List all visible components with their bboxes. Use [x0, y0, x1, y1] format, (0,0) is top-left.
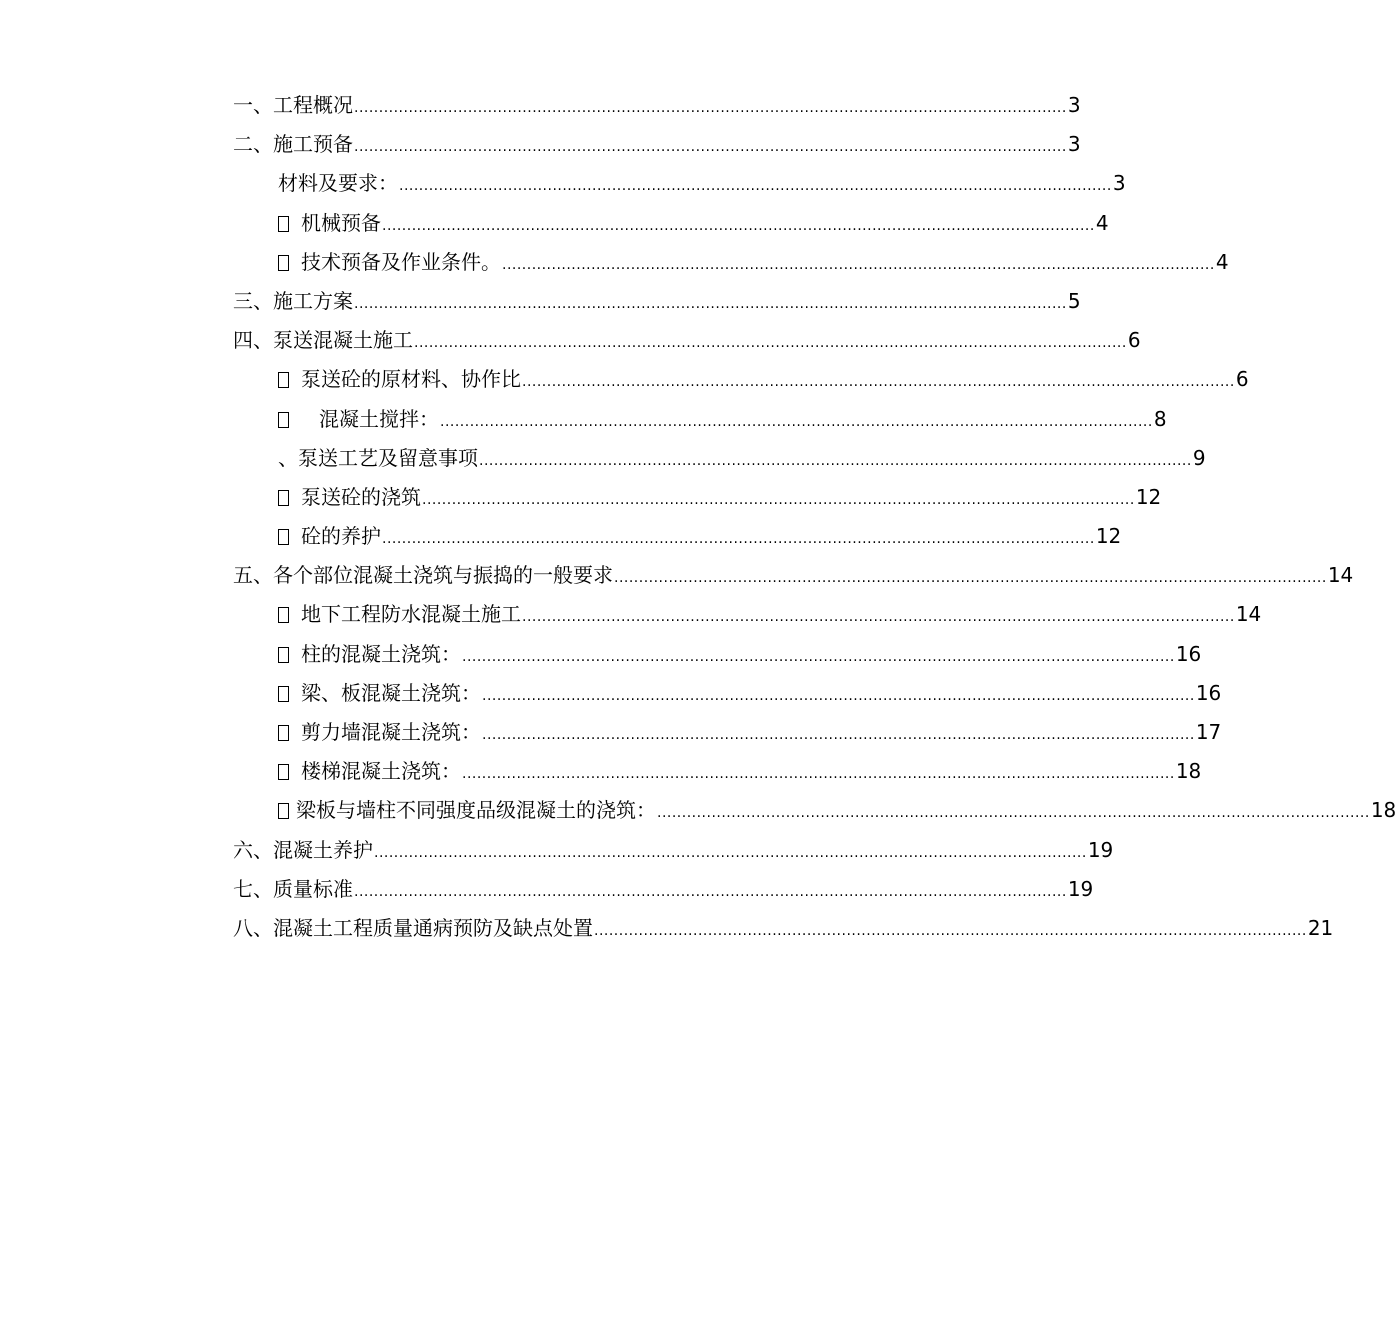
toc-entry-page: 5	[1067, 288, 1081, 313]
dot-leader: ................................................................................................................................................	[594, 922, 1307, 939]
dot-leader: ................................................................................................................................................	[482, 687, 1195, 704]
toc-entry-title: 泵送砼的浇筑	[301, 484, 421, 509]
toc-entry-title: 砼的养护	[301, 524, 381, 549]
toc-entry-title: 二、施工预备	[233, 132, 353, 157]
toc-entry-page: 12	[1095, 524, 1122, 549]
toc-entry-page: 4	[1095, 210, 1109, 235]
toc-entry[interactable]	[233, 478, 1162, 517]
dot-leader: ................................................................................................................................................	[614, 570, 1327, 587]
missing-glyph-box-icon	[278, 764, 289, 780]
toc-entry-title: 机械预备	[301, 210, 381, 235]
dot-leader: ................................................................................................................................................	[440, 413, 1153, 430]
toc-entry-title: 泵送砼的原材料、协作比	[301, 367, 521, 392]
toc-entry[interactable]	[233, 752, 1202, 791]
toc-entry[interactable]	[233, 556, 1354, 595]
dot-leader: ................................................................................................................................................	[522, 374, 1235, 391]
toc-entry-title: 七、质量标准	[233, 876, 353, 901]
missing-glyph-box-icon	[278, 216, 289, 232]
dot-leader: ................................................................................................................................................	[374, 844, 1087, 861]
toc-entry-title: 一、工程概况	[233, 93, 353, 117]
toc-entry-page: 14	[1327, 563, 1354, 588]
toc-entry-title: 剪力墙混凝土浇筑：	[301, 720, 481, 744]
toc-entry-page: 18	[1175, 759, 1202, 784]
toc-entry-page: 6	[1127, 328, 1141, 353]
toc-entry-page: 9	[1192, 445, 1206, 470]
toc-entry-page: 3	[1067, 132, 1081, 157]
toc-entry[interactable]	[233, 439, 1206, 478]
dot-leader: ................................................................................................................................................	[354, 883, 1067, 900]
dot-leader: ................................................................................................................................................	[482, 727, 1195, 743]
missing-glyph-box-icon	[278, 529, 289, 545]
toc-entry[interactable]	[233, 125, 1081, 164]
toc-entry-page: 6	[1235, 367, 1249, 392]
toc-entry-title: 混凝土搅拌：	[319, 406, 439, 431]
toc-entry-title: 四、泵送混凝土施工	[233, 328, 413, 353]
dot-leader: ................................................................................................................................................	[657, 805, 1370, 822]
toc-entry[interactable]	[233, 164, 1126, 203]
missing-glyph-box-icon	[278, 412, 289, 428]
dot-leader: ................................................................................................................................................	[422, 491, 1135, 508]
toc-entry-page: 21	[1307, 915, 1334, 940]
toc-entry[interactable]	[233, 674, 1222, 713]
missing-glyph-box-icon	[278, 490, 289, 506]
toc-entry[interactable]	[233, 713, 1222, 752]
toc-entry[interactable]	[233, 831, 1114, 870]
toc-entry[interactable]	[233, 204, 1109, 243]
dot-leader: ................................................................................................................................................	[354, 139, 1067, 156]
table-of-contents	[233, 86, 1396, 948]
toc-entry[interactable]	[233, 400, 1167, 439]
toc-entry-page: 4	[1215, 249, 1229, 274]
toc-entry-title: 八、混凝土工程质量通病预防及缺点处置	[233, 915, 593, 940]
toc-entry-title: 材料及要求：	[278, 171, 398, 196]
toc-entry[interactable]	[233, 870, 1094, 909]
missing-glyph-box-icon	[278, 686, 289, 702]
toc-entry-title: 三、施工方案	[233, 288, 353, 313]
dot-leader: ................................................................................................................................................	[354, 295, 1067, 312]
toc-entry[interactable]	[233, 243, 1229, 282]
dot-leader: ................................................................................................................................................	[462, 766, 1175, 783]
toc-entry-title: 梁板与墙柱不同强度品级混凝土的浇筑：	[296, 798, 656, 823]
dot-leader: ................................................................................................................................................	[502, 256, 1215, 273]
toc-entry-page: 16	[1175, 641, 1202, 666]
dot-leader: ................................................................................................................................................	[414, 335, 1127, 352]
dot-leader: ................................................................................................................................................	[399, 178, 1112, 195]
toc-entry-title: 楼梯混凝土浇筑：	[301, 759, 461, 784]
dot-leader: ................................................................................................................................................	[479, 452, 1192, 469]
dot-leader: ................................................................................................................................................	[354, 100, 1067, 116]
toc-entry-page: 8	[1153, 406, 1167, 431]
toc-entry-page: 18	[1370, 798, 1396, 823]
toc-entry[interactable]	[233, 282, 1081, 321]
toc-entry-title: 六、混凝土养护	[233, 837, 373, 862]
toc-entry[interactable]	[233, 321, 1141, 360]
dot-leader: ................................................................................................................................................	[462, 648, 1175, 665]
toc-entry-title: 、泵送工艺及留意事项	[278, 445, 478, 470]
missing-glyph-box-icon	[278, 372, 289, 388]
toc-entry-title: 梁、板混凝土浇筑：	[301, 680, 481, 705]
missing-glyph-box-icon	[278, 255, 289, 271]
toc-entry-page: 12	[1135, 484, 1162, 509]
toc-entry[interactable]	[233, 360, 1249, 399]
dot-leader: ................................................................................................................................................	[382, 531, 1095, 548]
toc-entry-title: 柱的混凝土浇筑：	[301, 641, 461, 666]
toc-entry-title: 五、各个部位混凝土浇筑与振捣的一般要求	[233, 563, 613, 588]
toc-entry-page: 19	[1067, 876, 1094, 901]
missing-glyph-box-icon	[278, 647, 289, 663]
missing-glyph-box-icon	[278, 607, 289, 623]
toc-entry[interactable]	[233, 595, 1262, 634]
toc-entry-page: 16	[1195, 680, 1222, 705]
toc-entry-title: 技术预备及作业条件。	[301, 249, 501, 274]
toc-entry-title: 地下工程防水混凝土施工	[301, 602, 521, 627]
toc-entry[interactable]	[233, 517, 1122, 556]
toc-entry[interactable]	[233, 909, 1334, 948]
missing-glyph-box-icon	[278, 803, 289, 819]
toc-entry-page: 3	[1112, 171, 1126, 196]
toc-entry-page: 17	[1195, 720, 1222, 744]
dot-leader: ................................................................................................................................................	[382, 217, 1095, 234]
dot-leader: ................................................................................................................................................	[522, 609, 1235, 626]
toc-entry[interactable]	[233, 86, 1081, 125]
toc-entry-page: 14	[1235, 602, 1262, 627]
toc-entry-page: 3	[1067, 93, 1081, 117]
toc-entry[interactable]	[233, 791, 1396, 830]
missing-glyph-box-icon	[278, 725, 289, 741]
toc-entry[interactable]	[233, 635, 1202, 674]
toc-entry-page: 19	[1087, 837, 1114, 862]
